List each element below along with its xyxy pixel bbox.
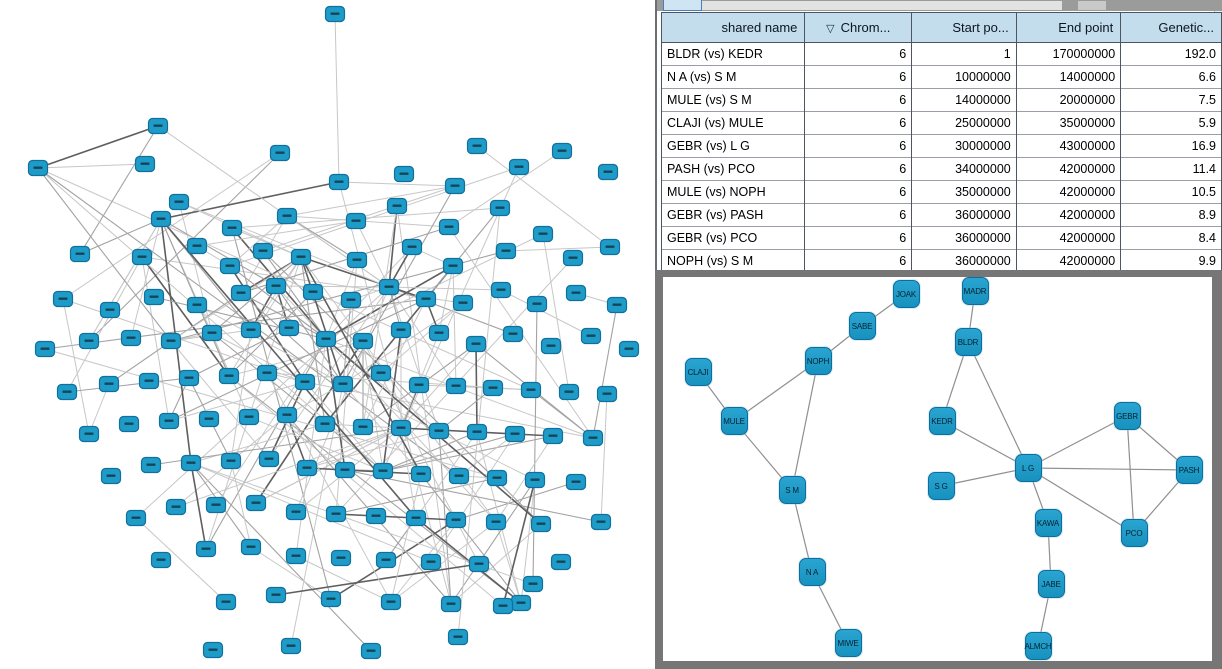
scrollbar-thumb[interactable] — [702, 1, 1062, 10]
graph-node[interactable] — [447, 513, 466, 528]
graph-node-NOPH[interactable]: NOPH — [805, 347, 832, 375]
graph-edge-NOPH-SM[interactable] — [792, 361, 818, 490]
graph-node-MADR[interactable]: MADR — [962, 277, 989, 305]
graph-edge — [63, 153, 280, 299]
graph-edge — [389, 287, 501, 290]
graph-node[interactable] — [442, 597, 461, 612]
graph-node[interactable] — [567, 475, 586, 490]
graph-node-CLAJI[interactable]: CLAJI — [685, 358, 712, 386]
graph-node[interactable] — [133, 250, 152, 265]
graph-edge — [67, 257, 142, 392]
graph-node-GEBR[interactable]: GEBR — [1114, 402, 1141, 430]
table-cell-start_pos: 36000000 — [912, 250, 1017, 273]
graph-node[interactable] — [430, 424, 449, 439]
graph-node[interactable] — [287, 505, 306, 520]
edge-attribute-table-panel — [657, 0, 1222, 270]
attribute-table[interactable] — [661, 12, 1222, 273]
scrollbar-notch — [1078, 1, 1106, 10]
graph-node[interactable] — [494, 599, 513, 614]
graph-edge — [63, 299, 89, 434]
graph-node[interactable] — [298, 461, 317, 476]
graph-node[interactable] — [317, 332, 336, 347]
graph-node[interactable] — [160, 414, 179, 429]
graph-edge — [601, 394, 607, 522]
graph-node[interactable] — [247, 496, 266, 511]
graph-node[interactable] — [407, 511, 426, 526]
selected-subnetwork-panel — [655, 270, 1222, 669]
graph-node-ALMCH[interactable]: ALMCH — [1025, 632, 1052, 660]
graph-node[interactable] — [280, 321, 299, 336]
table-cell-start_pos: 10000000 — [912, 66, 1017, 89]
table-cell-genetic: 192.0 — [1121, 43, 1222, 66]
table-cell-genetic: 11.4 — [1121, 158, 1222, 181]
graph-node[interactable] — [599, 165, 618, 180]
graph-node[interactable] — [584, 431, 603, 446]
graph-node[interactable] — [240, 410, 259, 425]
table-cell-end_point: 35000000 — [1016, 112, 1120, 135]
graph-node[interactable] — [512, 596, 531, 611]
table-cell-shared_name: GEBR (vs) L G — [662, 135, 805, 158]
graph-edge-GEBR-LG[interactable] — [1028, 416, 1127, 468]
graph-node[interactable] — [197, 542, 216, 557]
graph-node[interactable] — [167, 500, 186, 515]
table-cell-chromosome: 6 — [805, 227, 912, 250]
table-cell-genetic: 8.9 — [1121, 204, 1222, 227]
graph-node[interactable] — [528, 297, 547, 312]
graph-node[interactable] — [487, 515, 506, 530]
graph-edge — [593, 305, 617, 438]
graph-node[interactable] — [488, 471, 507, 486]
panel-tab-fragment — [663, 0, 702, 11]
graph-edge — [496, 522, 521, 603]
table-cell-start_pos: 1 — [912, 43, 1017, 66]
graph-node[interactable] — [582, 329, 601, 344]
table-cell-genetic: 8.4 — [1121, 227, 1222, 250]
graph-edge — [326, 339, 345, 470]
table-cell-end_point: 14000000 — [1016, 66, 1120, 89]
graph-node[interactable] — [542, 339, 561, 354]
graph-edge — [287, 186, 455, 216]
graph-node[interactable] — [242, 323, 261, 338]
graph-node[interactable] — [468, 139, 487, 154]
graph-node[interactable] — [620, 342, 639, 357]
graph-node[interactable] — [271, 146, 290, 161]
graph-node[interactable] — [552, 555, 571, 570]
graph-node[interactable] — [372, 366, 391, 381]
graph-node[interactable] — [422, 555, 441, 570]
graph-node[interactable] — [510, 160, 529, 175]
graph-node[interactable] — [304, 285, 323, 300]
graph-node[interactable] — [598, 387, 617, 402]
graph-node[interactable] — [388, 199, 407, 214]
graph-node[interactable] — [36, 342, 55, 357]
graph-node[interactable] — [127, 511, 146, 526]
graph-node-LG[interactable]: L G — [1015, 454, 1042, 482]
table-cell-shared_name: NOPH (vs) S M — [662, 250, 805, 273]
graph-node-BLDR[interactable]: BLDR — [955, 328, 982, 356]
graph-edge — [383, 436, 553, 471]
graph-edge — [38, 164, 145, 168]
graph-edge — [506, 247, 610, 251]
table-cell-genetic: 9.9 — [1121, 250, 1222, 273]
graph-node[interactable] — [447, 379, 466, 394]
graph-node[interactable] — [204, 643, 223, 658]
table-cell-end_point: 42000000 — [1016, 181, 1120, 204]
graph-node[interactable] — [506, 427, 525, 442]
table-row[interactable] — [662, 204, 1222, 227]
table-cell-chromosome: 6 — [805, 181, 912, 204]
graph-edge-GEBR-PCO[interactable] — [1127, 416, 1134, 533]
graph-node[interactable] — [180, 371, 199, 386]
table-header-row — [662, 13, 1222, 43]
graph-node[interactable] — [207, 498, 226, 513]
graph-node[interactable] — [334, 377, 353, 392]
graph-node[interactable] — [80, 334, 99, 349]
graph-node-PCO[interactable]: PCO — [1121, 519, 1148, 547]
graph-node-MULE[interactable]: MULE — [721, 407, 748, 435]
table-cell-start_pos: 14000000 — [912, 89, 1017, 112]
graph-edge — [307, 468, 421, 474]
graph-node[interactable] — [152, 553, 171, 568]
graph-node[interactable] — [278, 408, 297, 423]
graph-node[interactable] — [440, 220, 459, 235]
column-header-chromosome[interactable]: ▽ Chrom... — [805, 13, 912, 43]
graph-node[interactable] — [102, 469, 121, 484]
table-cell-genetic: 5.9 — [1121, 112, 1222, 135]
table-scrollbar-track[interactable] — [657, 0, 1222, 11]
graph-node[interactable] — [296, 375, 315, 390]
graph-node[interactable] — [336, 463, 355, 478]
table-cell-start_pos: 35000000 — [912, 181, 1017, 204]
graph-node[interactable] — [347, 214, 366, 229]
graph-edge — [533, 304, 537, 584]
graph-edge — [276, 286, 496, 522]
graph-node[interactable] — [524, 577, 543, 592]
graph-edge — [451, 480, 535, 604]
graph-node[interactable] — [287, 549, 306, 564]
graph-node[interactable] — [327, 507, 346, 522]
table-row[interactable] — [662, 227, 1222, 250]
graph-node[interactable] — [392, 323, 411, 338]
graph-node[interactable] — [182, 456, 201, 471]
graph-node[interactable] — [412, 467, 431, 482]
graph-node[interactable] — [522, 383, 541, 398]
graph-node[interactable] — [222, 454, 241, 469]
graph-node[interactable] — [170, 195, 189, 210]
graph-node[interactable] — [221, 259, 240, 274]
graph-node[interactable] — [220, 369, 239, 384]
graph-node[interactable] — [71, 247, 90, 262]
graph-node[interactable] — [101, 303, 120, 318]
graph-node[interactable] — [367, 509, 386, 524]
graph-node[interactable] — [491, 201, 510, 216]
graph-node[interactable] — [326, 7, 345, 22]
graph-node[interactable] — [254, 244, 273, 259]
table-row[interactable] — [662, 181, 1222, 204]
table-cell-end_point: 42000000 — [1016, 250, 1120, 273]
table-cell-shared_name: MULE (vs) NOPH — [662, 181, 805, 204]
table-cell-chromosome: 6 — [805, 112, 912, 135]
graph-node[interactable] — [258, 366, 277, 381]
graph-node[interactable] — [532, 517, 551, 532]
graph-node[interactable] — [470, 557, 489, 572]
attribute-table-body — [662, 43, 1222, 273]
table-cell-shared_name: N A (vs) S M — [662, 66, 805, 89]
graph-edge — [339, 182, 455, 186]
subnetwork-edges-layer — [663, 277, 1212, 661]
graph-node[interactable] — [374, 464, 393, 479]
graph-node[interactable] — [608, 298, 627, 313]
graph-node[interactable] — [136, 157, 155, 172]
graph-node[interactable] — [403, 240, 422, 255]
graph-node[interactable] — [354, 420, 373, 435]
graph-node[interactable] — [145, 290, 164, 305]
graph-node[interactable] — [348, 253, 367, 268]
table-row[interactable] — [662, 66, 1222, 89]
graph-edge — [456, 482, 576, 520]
graph-node-SG[interactable]: S G — [928, 472, 955, 500]
graph-node[interactable] — [395, 167, 414, 182]
graph-node[interactable] — [188, 239, 207, 254]
column-header-genetic[interactable]: Genetic... — [1121, 13, 1222, 43]
table-cell-shared_name: PASH (vs) PCO — [662, 158, 805, 181]
graph-edge — [80, 126, 158, 254]
table-cell-end_point: 43000000 — [1016, 135, 1120, 158]
graph-edge — [336, 514, 456, 520]
table-row[interactable] — [662, 135, 1222, 158]
graph-edge — [339, 182, 451, 604]
graph-node[interactable] — [149, 119, 168, 134]
graph-node[interactable] — [446, 179, 465, 194]
graph-node[interactable] — [354, 334, 373, 349]
graph-node[interactable] — [534, 227, 553, 242]
graph-node[interactable] — [410, 378, 429, 393]
table-cell-chromosome: 6 — [805, 158, 912, 181]
table-cell-end_point: 20000000 — [1016, 89, 1120, 112]
graph-node[interactable] — [200, 412, 219, 427]
table-row[interactable] — [662, 158, 1222, 181]
graph-node[interactable] — [142, 458, 161, 473]
column-header-shared_name[interactable]: shared name — [662, 13, 805, 43]
table-cell-start_pos: 36000000 — [912, 204, 1017, 227]
graph-node-PASH[interactable]: PASH — [1176, 456, 1203, 484]
graph-node[interactable] — [332, 551, 351, 566]
graph-node[interactable] — [162, 334, 181, 349]
subnetwork-canvas[interactable] — [663, 277, 1212, 661]
graph-node[interactable] — [492, 283, 511, 298]
graph-node[interactable] — [544, 429, 563, 444]
table-cell-chromosome: 6 — [805, 66, 912, 89]
graph-node[interactable] — [58, 385, 77, 400]
table-cell-end_point: 42000000 — [1016, 227, 1120, 250]
graph-node[interactable] — [497, 244, 516, 259]
graph-edge — [476, 344, 477, 432]
graph-node-KAWA[interactable]: KAWA — [1035, 509, 1062, 537]
graph-node-NA[interactable]: N A — [799, 558, 826, 586]
graph-node[interactable] — [567, 286, 586, 301]
graph-node[interactable] — [267, 588, 286, 603]
graph-node[interactable] — [223, 221, 242, 236]
graph-node[interactable] — [553, 144, 572, 159]
graph-node[interactable] — [454, 296, 473, 311]
graph-edge-LG-PASH[interactable] — [1028, 468, 1189, 470]
column-header-end_point[interactable]: End point — [1016, 13, 1120, 43]
table-row[interactable] — [662, 112, 1222, 135]
graph-node[interactable] — [362, 644, 381, 659]
graph-node[interactable] — [377, 553, 396, 568]
graph-node[interactable] — [322, 592, 341, 607]
graph-node[interactable] — [242, 540, 261, 555]
graph-node[interactable] — [417, 292, 436, 307]
graph-node-JOAK[interactable]: JOAK — [893, 280, 920, 308]
table-cell-genetic: 16.9 — [1121, 135, 1222, 158]
graph-node[interactable] — [120, 417, 139, 432]
graph-edge — [131, 219, 161, 338]
graph-node[interactable] — [29, 161, 48, 176]
graph-node[interactable] — [188, 298, 207, 313]
graph-node[interactable] — [484, 381, 503, 396]
table-cell-chromosome: 6 — [805, 204, 912, 227]
table-cell-start_pos: 34000000 — [912, 158, 1017, 181]
table-cell-end_point: 170000000 — [1016, 43, 1120, 66]
graph-node[interactable] — [330, 175, 349, 190]
graph-node[interactable] — [592, 515, 611, 530]
graph-node[interactable] — [601, 240, 620, 255]
graph-node[interactable] — [392, 421, 411, 436]
graph-node[interactable] — [382, 595, 401, 610]
graph-node[interactable] — [467, 337, 486, 352]
graph-node[interactable] — [316, 417, 335, 432]
graph-edge — [335, 14, 339, 182]
graph-node-KEDR[interactable]: KEDR — [929, 407, 956, 435]
graph-node[interactable] — [278, 209, 297, 224]
graph-node[interactable] — [282, 639, 301, 654]
graph-node[interactable] — [292, 250, 311, 265]
graph-node[interactable] — [560, 385, 579, 400]
table-row[interactable] — [662, 43, 1222, 66]
graph-node[interactable] — [122, 331, 141, 346]
graph-node[interactable] — [468, 425, 487, 440]
graph-node-SM[interactable]: S M — [779, 476, 806, 504]
graph-node-JABE[interactable]: JABE — [1038, 570, 1065, 598]
graph-node[interactable] — [80, 427, 99, 442]
table-cell-shared_name: BLDR (vs) KEDR — [662, 43, 805, 66]
table-cell-shared_name: GEBR (vs) PASH — [662, 204, 805, 227]
graph-node[interactable] — [140, 374, 159, 389]
table-cell-genetic: 6.6 — [1121, 66, 1222, 89]
table-cell-start_pos: 36000000 — [912, 227, 1017, 250]
graph-node[interactable] — [203, 326, 222, 341]
graph-node[interactable] — [430, 326, 449, 341]
graph-node[interactable] — [450, 469, 469, 484]
graph-node[interactable] — [342, 293, 361, 308]
graph-node[interactable] — [267, 279, 286, 294]
graph-node[interactable] — [232, 286, 251, 301]
graph-edge-BLDR-LG[interactable] — [968, 342, 1028, 468]
table-cell-end_point: 42000000 — [1016, 204, 1120, 227]
table-cell-start_pos: 30000000 — [912, 135, 1017, 158]
table-cell-shared_name: CLAJI (vs) MULE — [662, 112, 805, 135]
table-cell-genetic: 7.5 — [1121, 89, 1222, 112]
graph-node[interactable] — [100, 377, 119, 392]
graph-node[interactable] — [217, 595, 236, 610]
graph-node-SABE[interactable]: SABE — [849, 312, 876, 340]
table-cell-chromosome: 6 — [805, 89, 912, 112]
table-cell-genetic: 10.5 — [1121, 181, 1222, 204]
graph-node[interactable] — [504, 327, 523, 342]
graph-node[interactable] — [152, 212, 171, 227]
graph-node[interactable] — [449, 630, 468, 645]
table-cell-chromosome: 6 — [805, 43, 912, 66]
graph-node[interactable] — [564, 251, 583, 266]
table-cell-shared_name: MULE (vs) S M — [662, 89, 805, 112]
graph-node-MIWE[interactable]: MIWE — [835, 629, 862, 657]
graph-node[interactable] — [260, 452, 279, 467]
graph-node[interactable] — [54, 292, 73, 307]
table-row[interactable] — [662, 89, 1222, 112]
table-cell-end_point: 42000000 — [1016, 158, 1120, 181]
table-cell-chromosome: 6 — [805, 250, 912, 273]
attribute-table-header — [662, 13, 1222, 43]
graph-node[interactable] — [526, 473, 545, 488]
sort-indicator-icon: ▽ — [826, 23, 835, 35]
table-cell-start_pos: 25000000 — [912, 112, 1017, 135]
table-cell-chromosome: 6 — [805, 135, 912, 158]
graph-node[interactable] — [444, 259, 463, 274]
column-header-start_pos[interactable]: Start po... — [912, 13, 1017, 43]
table-cell-shared_name: GEBR (vs) PCO — [662, 227, 805, 250]
graph-node[interactable] — [380, 280, 399, 295]
